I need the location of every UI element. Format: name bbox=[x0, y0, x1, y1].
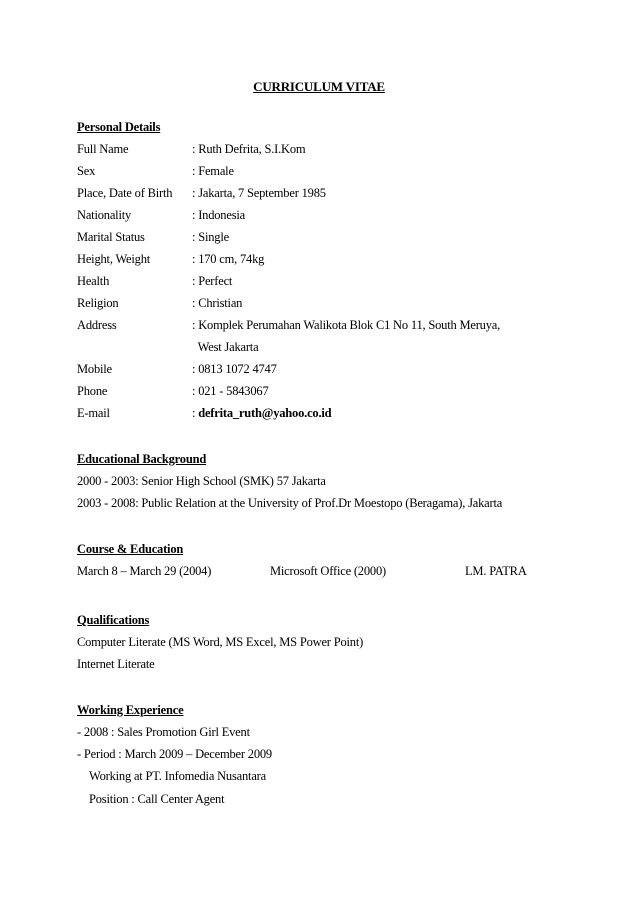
course-date: March 8 – March 29 (2004) bbox=[77, 564, 212, 578]
work-line: Working at PT. Infomedia Nusantara bbox=[89, 769, 266, 783]
education-item: 2000 - 2003: Senior High School (SMK) 57 Jakarta bbox=[77, 474, 326, 488]
education-item: 2003 - 2008: Public Relation at the University of Prof.Dr Moestopo (Beragama), Jakarta bbox=[77, 496, 503, 510]
health-label: Health bbox=[77, 274, 110, 288]
phone-label: Phone bbox=[77, 384, 108, 398]
course-name: Microsoft Office (2000) bbox=[270, 564, 386, 578]
work-heading: Working Experience bbox=[77, 703, 184, 717]
birth-label: Place, Date of Birth bbox=[77, 186, 173, 200]
work-line: - Period : March 2009 – December 2009 bbox=[77, 747, 272, 761]
address-label: Address bbox=[77, 318, 117, 332]
work-line: Position : Call Center Agent bbox=[89, 792, 225, 806]
course-org: LM. PATRA bbox=[465, 564, 527, 578]
full-name-label: Full Name bbox=[77, 142, 129, 156]
qualification-item: Internet Literate bbox=[77, 657, 155, 671]
address-value-line2: West Jakarta bbox=[192, 340, 259, 354]
full-name-value: : Ruth Defrita, S.I.Kom bbox=[192, 142, 306, 156]
height-weight-value: : 170 cm, 74kg bbox=[192, 252, 265, 266]
height-weight-label: Height, Weight bbox=[77, 252, 151, 266]
email-value: defrita_ruth@yahoo.co.id bbox=[198, 406, 332, 420]
email-label: E-mail bbox=[77, 406, 110, 420]
religion-value: : Christian bbox=[192, 296, 243, 310]
sex-value: : Female bbox=[192, 164, 234, 178]
nationality-label: Nationality bbox=[77, 208, 132, 222]
personal-details-heading: Personal Details bbox=[77, 120, 161, 134]
nationality-value: : Indonesia bbox=[192, 208, 245, 222]
religion-label: Religion bbox=[77, 296, 119, 310]
health-value: : Perfect bbox=[192, 274, 233, 288]
birth-value: : Jakarta, 7 September 1985 bbox=[192, 186, 326, 200]
phone-value: : 021 - 5843067 bbox=[192, 384, 269, 398]
work-line: - 2008 : Sales Promotion Girl Event bbox=[77, 725, 250, 739]
email-prefix: : bbox=[192, 406, 199, 420]
marital-status-value: : Single bbox=[192, 230, 229, 244]
marital-status-label: Marital Status bbox=[77, 230, 145, 244]
education-heading: Educational Background bbox=[77, 452, 207, 466]
course-heading: Course & Education bbox=[77, 542, 184, 556]
address-value: : Komplek Perumahan Walikota Blok C1 No 11, South Meruya, bbox=[192, 318, 501, 332]
sex-label: Sex bbox=[77, 164, 96, 178]
qualification-item: Computer Literate (MS Word, MS Excel, MS Power Point) bbox=[77, 635, 364, 649]
mobile-value: : 0813 1072 4747 bbox=[192, 362, 277, 376]
email-field bbox=[192, 406, 331, 421]
document-title: CURRICULUM VITAE bbox=[253, 79, 385, 94]
mobile-label: Mobile bbox=[77, 362, 112, 376]
qualifications-heading: Qualifications bbox=[77, 613, 150, 627]
